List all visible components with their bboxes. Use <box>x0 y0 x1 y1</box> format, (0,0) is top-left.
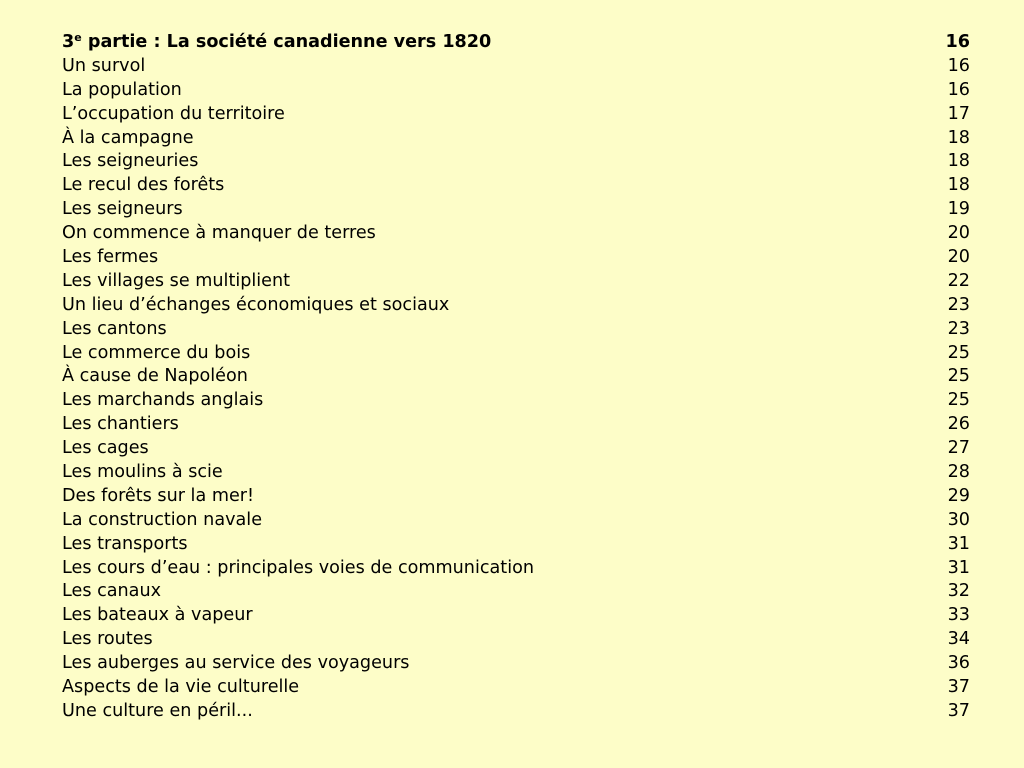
toc-entry <box>62 127 970 151</box>
toc-entry-title: Les cours d’eau : principales voies de communication <box>62 557 534 578</box>
toc-entry-title: À cause de Napoléon <box>62 366 248 387</box>
toc-entry-page: 25 <box>947 342 970 363</box>
toc-entry-title: Une culture en péril... <box>62 700 253 721</box>
toc-entry-title: Les villages se multiplient <box>62 270 291 291</box>
toc-entry <box>62 461 970 485</box>
toc-entry <box>62 222 970 246</box>
toc-entry-page: 27 <box>947 438 970 459</box>
table-of-contents <box>62 31 970 724</box>
toc-entry-page: 23 <box>947 294 970 315</box>
toc-entry <box>62 676 970 700</box>
toc-entry-page: 18 <box>947 151 970 172</box>
toc-entry-title: On commence à manquer de terres <box>62 223 376 244</box>
toc-entry-page: 30 <box>947 509 970 530</box>
toc-entry-title: Les bateaux à vapeur <box>62 605 253 626</box>
toc-entry-title: Les routes <box>62 629 153 650</box>
toc-heading-page: 16 <box>945 32 970 52</box>
toc-heading-title <box>62 31 491 55</box>
toc-entry-page: 25 <box>947 390 970 411</box>
toc-entry-title: Les transports <box>62 533 188 554</box>
toc-entry-page: 31 <box>947 533 970 554</box>
toc-entry-title: La construction navale <box>62 509 263 530</box>
toc-entry-title: Un survol <box>62 55 146 76</box>
toc-entry-title: Les moulins à scie <box>62 462 223 483</box>
toc-entry-page: 32 <box>947 581 970 602</box>
toc-heading <box>62 31 970 55</box>
toc-entry-page: 20 <box>947 223 970 244</box>
toc-entry-page: 25 <box>947 366 970 387</box>
toc-entry-page: 31 <box>947 557 970 578</box>
toc-entry-page: 17 <box>947 103 970 124</box>
toc-entry <box>62 246 970 270</box>
toc-entry-page: 18 <box>947 175 970 196</box>
toc-entry-page: 34 <box>947 629 970 650</box>
toc-entry-title: Aspects de la vie culturelle <box>62 677 300 698</box>
toc-entry-page: 37 <box>947 700 970 721</box>
toc-entry-page: 26 <box>947 414 970 435</box>
toc-entry <box>62 700 970 724</box>
toc-entry-page: 19 <box>947 199 970 220</box>
heading-superscript: e <box>74 31 82 44</box>
toc-entries <box>62 55 970 724</box>
toc-entry-title: Le recul des forêts <box>62 175 225 196</box>
toc-entry-title: Le commerce du bois <box>62 342 251 363</box>
toc-entry-title: Les auberges au service des voyageurs <box>62 653 410 674</box>
toc-entry-title: Les canaux <box>62 581 162 602</box>
toc-entry <box>62 509 970 533</box>
toc-entry-title: Les fermes <box>62 247 159 268</box>
toc-entry <box>62 389 970 413</box>
toc-entry <box>62 652 970 676</box>
toc-entry <box>62 533 970 557</box>
toc-entry <box>62 365 970 389</box>
toc-entry <box>62 557 970 581</box>
toc-entry <box>62 318 970 342</box>
toc-entry-title: À la campagne <box>62 127 194 148</box>
toc-entry <box>62 628 970 652</box>
toc-entry-page: 16 <box>947 79 970 100</box>
toc-entry <box>62 294 970 318</box>
toc-entry <box>62 604 970 628</box>
toc-entry <box>62 150 970 174</box>
toc-entry-page: 20 <box>947 247 970 268</box>
toc-entry-page: 16 <box>947 55 970 76</box>
toc-entry <box>62 79 970 103</box>
toc-entry <box>62 198 970 222</box>
heading-text: partie : La société canadienne vers 1820 <box>81 32 492 52</box>
toc-entry <box>62 342 970 366</box>
toc-entry <box>62 55 970 79</box>
toc-entry-page: 22 <box>947 270 970 291</box>
toc-entry-title: L’occupation du territoire <box>62 103 285 124</box>
toc-entry-title: Les marchands anglais <box>62 390 264 411</box>
toc-entry-page: 18 <box>947 127 970 148</box>
toc-entry-page: 36 <box>947 653 970 674</box>
toc-entry-title: Les seigneuries <box>62 151 199 172</box>
toc-entry <box>62 174 970 198</box>
toc-entry <box>62 580 970 604</box>
toc-entry-page: 37 <box>947 677 970 698</box>
toc-entry-title: La population <box>62 79 182 100</box>
toc-entry <box>62 270 970 294</box>
toc-entry-page: 33 <box>947 605 970 626</box>
toc-entry <box>62 437 970 461</box>
toc-entry-page: 28 <box>947 462 970 483</box>
toc-entry-title: Les seigneurs <box>62 199 183 220</box>
toc-entry-title: Des forêts sur la mer! <box>62 485 255 506</box>
toc-entry-page: 29 <box>947 485 970 506</box>
toc-entry-title: Les chantiers <box>62 414 179 435</box>
toc-entry-title: Les cages <box>62 438 149 459</box>
toc-entry <box>62 485 970 509</box>
toc-entry <box>62 103 970 127</box>
toc-entry-page: 23 <box>947 318 970 339</box>
heading-number: 3 <box>62 32 75 52</box>
toc-entry <box>62 413 970 437</box>
toc-entry-title: Un lieu d’échanges économiques et sociaux <box>62 294 450 315</box>
toc-entry-title: Les cantons <box>62 318 167 339</box>
